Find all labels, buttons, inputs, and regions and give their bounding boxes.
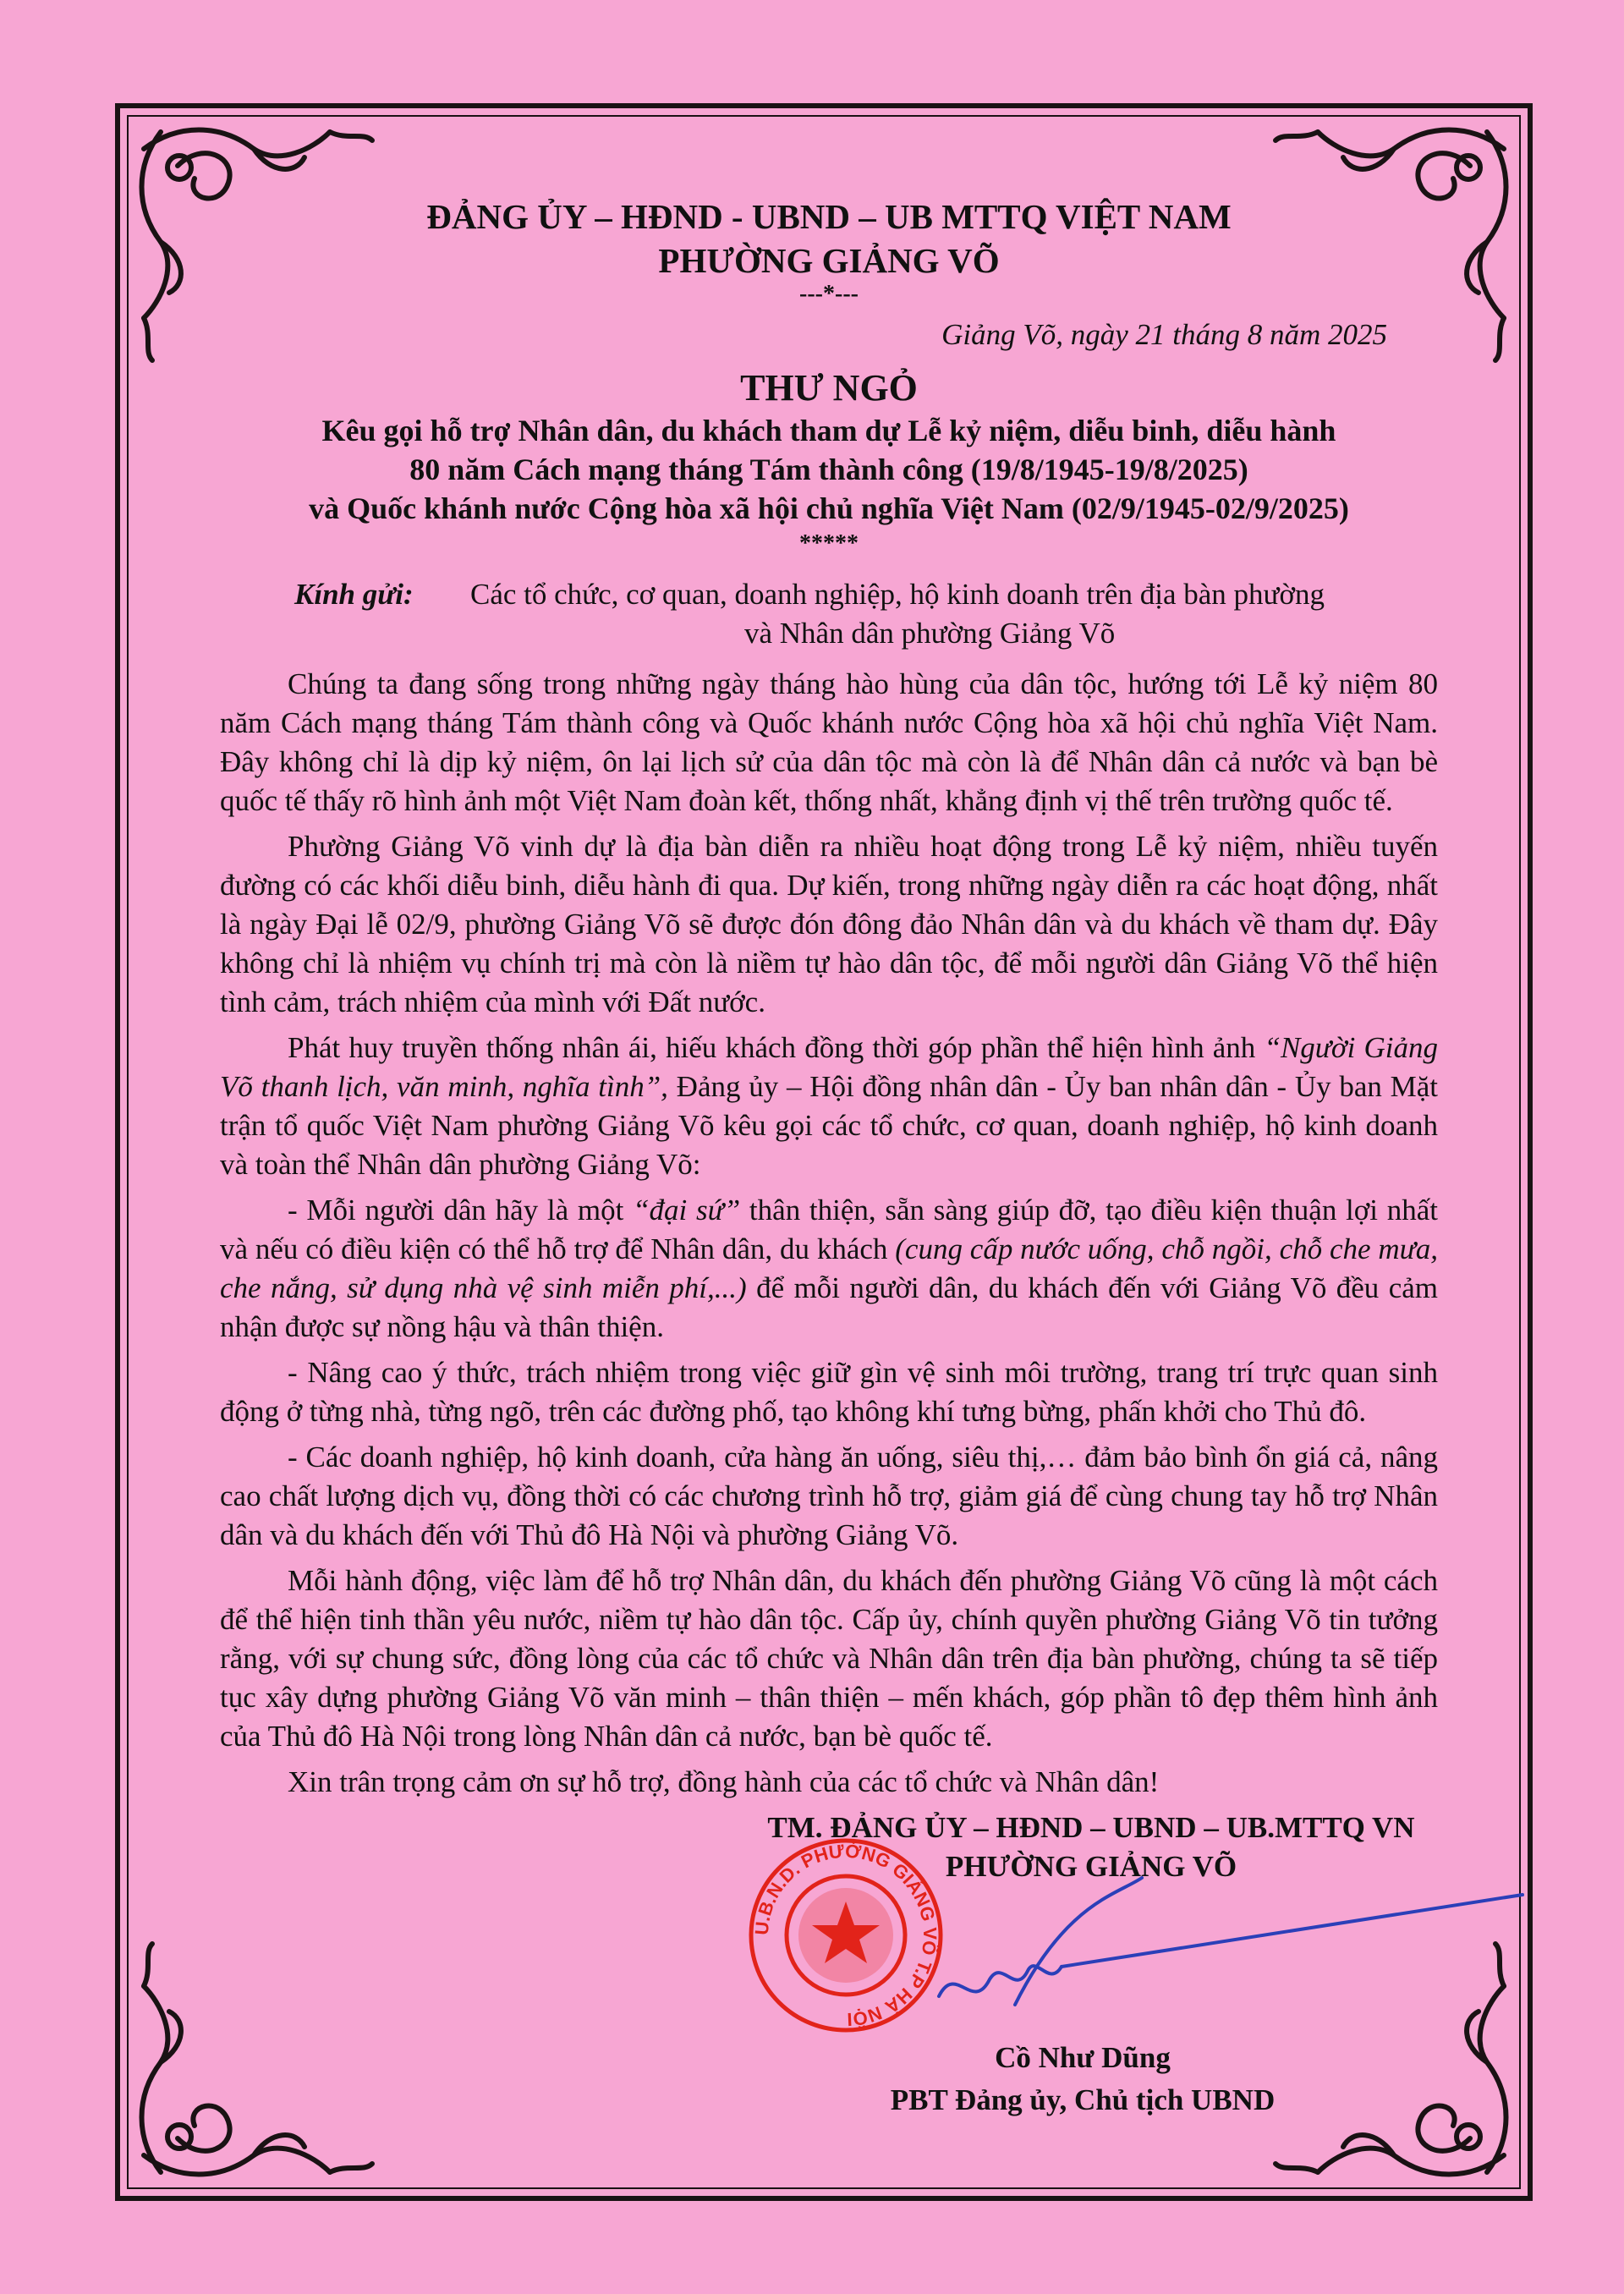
date-line: Giảng Võ, ngày 21 tháng 8 năm 2025 <box>941 318 1387 351</box>
signer-position: PBT Đảng ủy, Chủ tịch UBND <box>890 2083 1276 2116</box>
subtitle-line-1: Kêu gọi hỗ trợ Nhân dân, du khách tham dự Lễ kỷ niệm, diễu binh, diễu hành <box>321 414 1336 447</box>
bullet-3: - Các doanh nghiệp, hộ kinh doanh, cửa hàng ăn uống, siêu thị,… đảm bảo bình ổn giá cả, nâng cao chất lượng dịch vụ, đồng thời có các chương trình hỗ trợ, giảm giá để cùng chung tay hỗ trợ Nhân dân và du khách đến với Thủ đô Hà Nội và phường Giảng Võ. <box>220 1441 1438 1551</box>
letter-body <box>220 665 1438 1802</box>
ward-header: PHƯỜNG GIẢNG VÕ <box>658 241 1000 280</box>
paragraph-4: Mỗi hành động, việc làm để hỗ trợ Nhân dân, du khách đến phường Giảng Võ cũng là một cách để thể hiện tinh thần yêu nước, niềm tự hào dân tộc. Cấp ủy, chính quyền phường Giảng Võ tin tưởng rằng, với sự chung sức, đồng lòng của các tổ chức và Nhân dân trên địa bàn phường, chúng ta sẽ tiếp tục xây dựng phường Giảng Võ văn minh – thân thiện – mến khách, góp phần tô đẹp thêm hình ảnh của Thủ đô Hà Nội trong lòng Nhân dân cả nước, bạn bè quốc tế. <box>220 1564 1438 1753</box>
handwritten-signature <box>922 1869 1531 2039</box>
header-separator: ---*--- <box>799 281 859 307</box>
paragraph-3-quote: “Người Giảng Võ thanh lịch, văn minh, nghĩa tình”, <box>220 1031 1438 1103</box>
signer-name: Cồ Như Dũng <box>995 2041 1171 2074</box>
org-header: ĐẢNG ỦY – HĐND - UBND – UB MTTQ VIỆT NAM <box>426 197 1232 236</box>
letter-title: THƯ NGỎ <box>740 367 918 409</box>
paragraph-3-part-a: Phát huy truyền thống nhân ái, hiếu khách đồng thời góp phần thể hiện hình ảnh <box>288 1031 1265 1064</box>
subtitle-line-2: 80 năm Cách mạng tháng Tám thành công (19/8/1945-19/8/2025) <box>409 453 1248 486</box>
signature-header <box>710 1808 1472 1886</box>
stamp-text: U.B.N.D. PHƯỜNG GIẢNG VÕ T.P HÀ NỘI <box>750 1840 941 2031</box>
paragraph-3 <box>220 1029 1438 1184</box>
recipient-block <box>220 575 1438 653</box>
signature-ward-line: PHƯỜNG GIẢNG VÕ <box>945 1850 1237 1883</box>
paragraph-3-part-c: Đảng ủy – Hội đồng nhân dân - Ủy ban nhân dân - Ủy ban Mặt trận tổ quốc Việt Nam phường Giảng Võ kêu gọi các tổ chức, cơ quan, doanh nghiệp, hộ kinh doanh và toàn thể Nhân dân phường Giảng Võ: <box>220 1070 1438 1181</box>
bullet-1-parenthetical: (cung cấp nước uống, chỗ ngồi, chỗ che mưa, che nắng, sử dụng nhà vệ sinh miễn phí,...) <box>220 1232 1438 1304</box>
bullet-1-quote: “đại sứ” <box>633 1194 741 1227</box>
subtitle-line-3: và Quốc khánh nước Cộng hòa xã hội chủ nghĩa Việt Nam (02/9/1945-02/9/2025) <box>309 491 1349 525</box>
bullet-1-part-c: thân thiện, sẵn sàng giúp đỡ, tạo điều kiện thuận lợi nhất và nếu có điều kiện có thể hỗ trợ để Nhân dân, du khách <box>220 1194 1438 1265</box>
paragraph-2: Phường Giảng Võ vinh dự là địa bàn diễn ra nhiều hoạt động trong Lễ kỷ niệm, nhiều tuyến đường có các khối diễu binh, diễu hành đi qua. Dự kiến, trong những ngày diễn ra các hoạt động, nhất là ngày Đại lễ 02/9, phường Giảng Võ sẽ được đón đông đảo Nhân dân và du khách về tham dự. Đây không chỉ là nhiệm vụ chính trị mà còn là niềm tự hào dân tộc, để mỗi người dân Giảng Võ thể hiện tình cảm, trách nhiệm của mình với Đất nước. <box>220 830 1438 1018</box>
recipient-line-2: và Nhân dân phường Giảng Võ <box>744 617 1116 650</box>
recipient-line-1: Các tổ chức, cơ quan, doanh nghiệp, hộ kinh doanh trên địa bàn phường <box>470 578 1325 611</box>
bullet-1-part-e: để mỗi người dân, du khách đến với Giảng Võ đều cảm nhận được sự nồng hậu và thân thiện. <box>220 1271 1439 1343</box>
bullet-1-part-a: - Mỗi người dân hãy là một <box>288 1194 634 1227</box>
bullet-1 <box>220 1191 1438 1347</box>
ornament-corner-bottom-left <box>127 1935 381 2189</box>
paragraph-1: Chúng ta đang sống trong những ngày tháng hào hùng của dân tộc, hướng tới Lễ kỷ niệm 80 năm Cách mạng tháng Tám thành công và Quốc khánh nước Cộng hòa xã hội chủ nghĩa Việt Nam. Đây không chỉ là dịp kỷ niệm, ôn lại lịch sử của dân tộc mà còn là để Nhân dân cả nước và bạn bè quốc tế thấy rõ hình ảnh một Việt Nam đoàn kết, thống nhất, khẳng định vị thế trên trường quốc tế. <box>220 667 1438 817</box>
recipient-label: Kính gửi: <box>294 578 414 611</box>
stars-separator: ***** <box>799 530 859 557</box>
signer-block <box>846 2037 1320 2121</box>
paragraph-5: Xin trân trọng cảm ơn sự hỗ trợ, đồng hành của các tổ chức và Nhân dân! <box>288 1765 1160 1798</box>
signature-org-line: TM. ĐẢNG ỦY – HĐND – UBND – UB.MTTQ VN <box>767 1811 1415 1844</box>
letter-content <box>220 195 1438 1808</box>
bullet-2: - Nâng cao ý thức, trách nhiệm trong việc giữ gìn vệ sinh môi trường, trang trí trực quan sinh động ở từng nhà, từng ngõ, trên các đường phố, tạo không khí tưng bừng, phấn khởi cho Thủ đô. <box>220 1356 1438 1428</box>
